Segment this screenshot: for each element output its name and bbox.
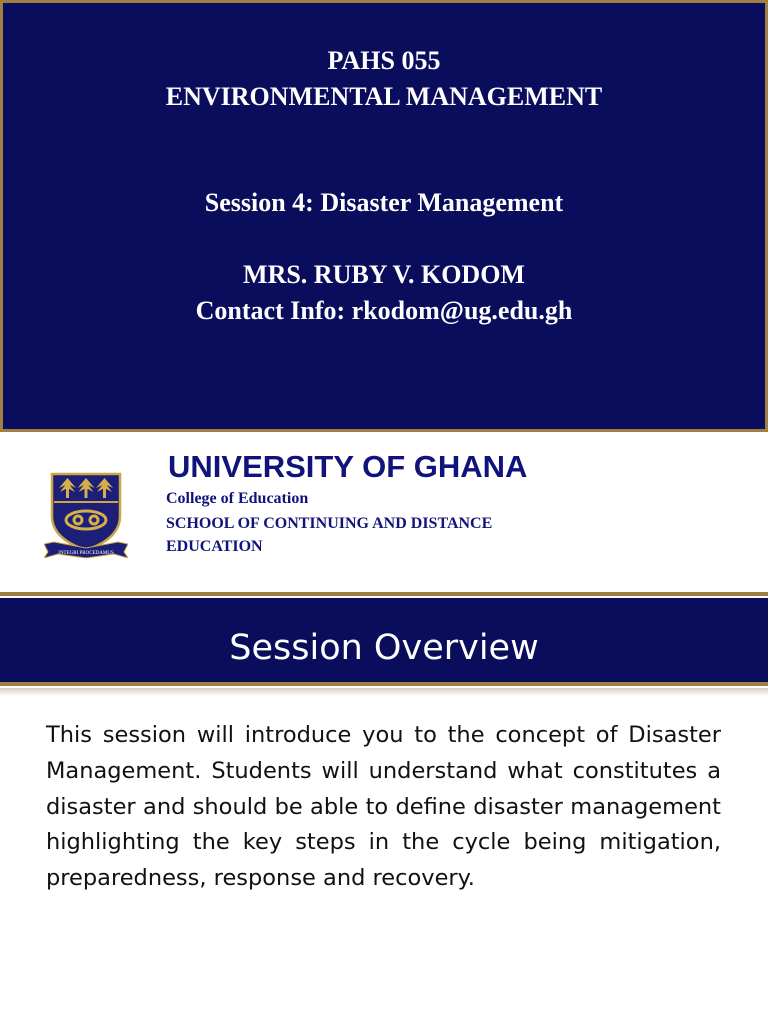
session-title: Session 4: Disaster Management bbox=[204, 188, 564, 217]
course-name: ENVIRONMENTAL MANAGEMENT bbox=[165, 82, 603, 111]
overview-title: Session Overview bbox=[229, 628, 539, 668]
university-name: UNIVERSITY OF GHANA bbox=[168, 449, 528, 484]
university-branding bbox=[0, 432, 768, 592]
college-name: College of Education bbox=[166, 490, 309, 507]
title-slide-panel bbox=[0, 0, 768, 432]
overview-body-text: This session will introduce you to the concept of Disaster Management. Students will understand what constitutes a disaster and should be able to define disaster management highlighting the key steps in the cycle being mitigation, preparedness, response and recovery. bbox=[46, 722, 721, 892]
school-name: SCHOOL OF CONTINUING AND DISTANCE EDUCATION bbox=[166, 515, 493, 555]
overview-header bbox=[0, 598, 768, 686]
contact-info: Contact Info: rkodom@ug.edu.gh bbox=[195, 296, 573, 325]
header-shadow bbox=[0, 688, 768, 696]
slide-divider bbox=[0, 592, 768, 596]
university-crest-logo bbox=[44, 472, 128, 558]
crest-motto: INTEGRI PROCEDAMUS bbox=[58, 551, 114, 556]
lecturer-name: MRS. RUBY V. KODOM bbox=[243, 260, 525, 289]
course-code: PAHS 055 bbox=[327, 46, 441, 75]
